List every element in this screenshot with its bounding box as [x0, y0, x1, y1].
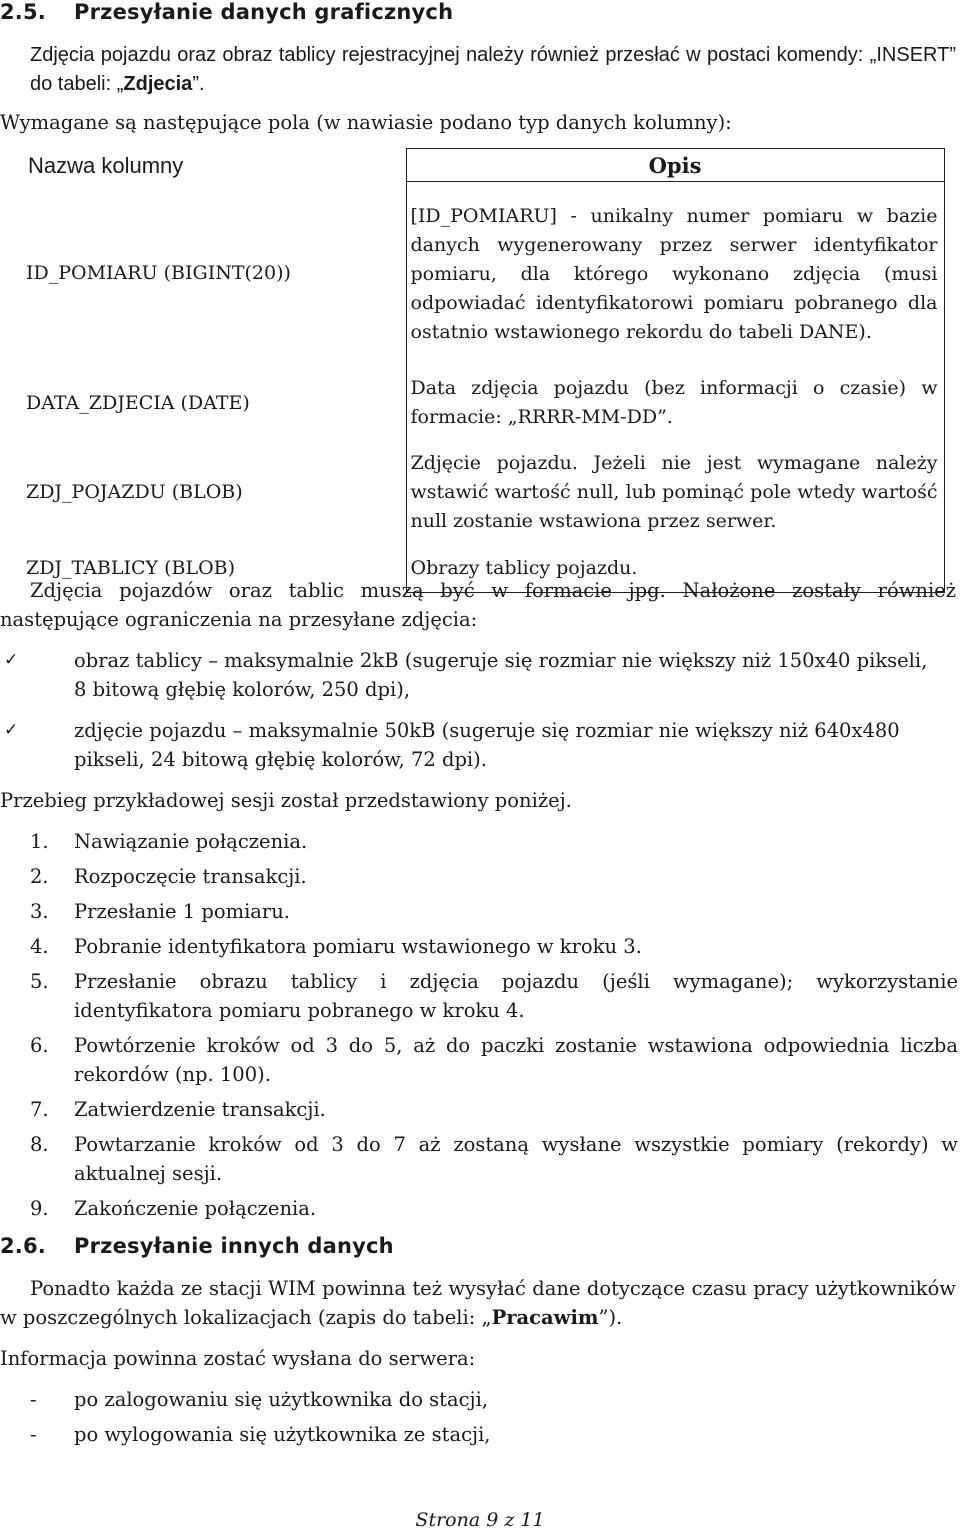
step-text: Powtarzanie kroków od 3 do 7 aż zostaną wysłane wszystkie pomiary (rekordy) w aktualnej sesji.	[74, 1133, 958, 1185]
list-item	[30, 967, 958, 1025]
section-title: Przesyłanie danych graficznych	[74, 0, 454, 24]
list-item	[30, 932, 958, 961]
list-item	[30, 1031, 958, 1089]
step-text: Nawiązanie połączenia.	[74, 830, 308, 853]
columns-table	[14, 148, 945, 593]
step-number: 2.	[30, 865, 49, 888]
step-number: 5.	[30, 970, 49, 993]
table-header-row	[14, 149, 944, 182]
list-item	[0, 646, 940, 704]
intro-text: Zdjęcia pojazdu oraz obraz tablicy rejestracyjnej należy również przesłać w postaci komendy: „INSERT” do tabeli: „	[30, 44, 956, 95]
step-text: Przesłanie obrazu tablicy i zdjęcia pojazdu (jeśli wymagane); wykorzystanie identyfikatora pomiaru pobranego w kroku 4.	[74, 970, 958, 1022]
dash-marker: -	[30, 1388, 37, 1411]
dash-marker: -	[30, 1423, 37, 1446]
list-item	[30, 1385, 930, 1414]
column-desc-header: Opis	[406, 149, 944, 182]
other-data-end: ”).	[598, 1306, 623, 1329]
step-number: 1.	[30, 830, 49, 853]
section-heading-2-6	[0, 1232, 394, 1261]
other-data-table-name: Pracawim	[491, 1306, 599, 1329]
column-name-cell: ZDJ_TABLICY (BLOB)	[26, 556, 236, 579]
constraints-paragraph: Zdjęcia pojazdów oraz tablic muszą być w formacie jpg. Nałożone zostały również następujące ograniczenia na przesyłane zdjęcia:	[0, 579, 956, 631]
step-number: 7.	[30, 1098, 49, 1121]
list-item-text: zdjęcie pojazdu – maksymalnie 50kB (sugeruje się rozmiar nie większy niż 640x480 pikseli, 24 bitową głębię kolorów, 72 dpi).	[74, 719, 900, 771]
list-item	[30, 862, 958, 891]
column-desc-cell: [ID_POMIARU] - unikalny numer pomiaru w bazie danych wygenerowany przez serwer identyfikator pomiaru, dla którego wykonano zdjęcia (musi odpowiadać identyfikatorowi pomiaru pobranego dla ostatnio wstawionego rekordu do tabeli DANE).	[406, 182, 944, 367]
intro-paragraph	[30, 41, 956, 99]
session-steps-list	[30, 827, 958, 1223]
step-text: Zakończenie połączenia.	[74, 1197, 317, 1220]
fields-intro: Wymagane są następujące pola (w nawiasie podano typ danych kolumny):	[0, 111, 732, 134]
intro-table-name: Zdjecia	[123, 73, 193, 95]
list-item-text: obraz tablicy – maksymalnie 2kB (sugeruje się rozmiar nie większy niż 150x40 pikseli, 8 bitową głębię kolorów, 250 dpi),	[74, 649, 928, 701]
dash-list	[30, 1385, 930, 1449]
column-desc-cell: Zdjęcie pojazdu. Jeżeli nie jest wymagane należy wstawić wartość null, lub pominąć pole wtedy wartość null zostanie wstawiona przez serwer.	[406, 440, 944, 544]
column-desc-cell: Obrazy tablicy pojazdu.	[406, 544, 944, 593]
column-name-cell: ZDJ_POJAZDU (BLOB)	[26, 480, 243, 503]
dash-item-text: po wylogowania się użytkownika ze stacji,	[74, 1423, 491, 1446]
other-data-paragraph	[0, 1274, 956, 1332]
intro-end: ”.	[192, 73, 205, 95]
section-number: 2.6.	[0, 1234, 46, 1258]
list-item	[30, 1095, 958, 1124]
step-number: 9.	[30, 1197, 49, 1220]
step-number: 3.	[30, 900, 49, 923]
step-number: 8.	[30, 1133, 49, 1156]
list-item	[0, 716, 940, 774]
bullet-arrow-icon: ✓	[4, 720, 19, 740]
table-row	[14, 440, 944, 544]
step-text: Przesłanie 1 pomiaru.	[74, 900, 291, 923]
section-heading-2-5	[0, 0, 453, 27]
column-name-cell: ID_POMIARU (BIGINT(20))	[26, 262, 291, 285]
section-number: 2.5.	[0, 0, 46, 24]
step-text: Zatwierdzenie transakcji.	[74, 1098, 326, 1121]
step-number: 6.	[30, 1034, 49, 1057]
page-footer: Strona 9 z 11	[415, 1509, 545, 1531]
list-item	[30, 1130, 958, 1188]
list-item	[30, 1194, 958, 1223]
step-text: Powtórzenie kroków od 3 do 5, aż do paczki zostanie wstawiona odpowiednia liczba rekordów (np. 100).	[74, 1034, 958, 1086]
step-number: 4.	[30, 935, 49, 958]
dash-item-text: po zalogowaniu się użytkownika do stacji,	[74, 1388, 489, 1411]
table-row	[14, 366, 944, 440]
list-item	[30, 897, 958, 926]
step-text: Rozpoczęcie transakcji.	[74, 865, 307, 888]
column-name-header: Nazwa kolumny	[28, 152, 184, 178]
column-name-cell: DATA_ZDJECIA (DATE)	[26, 391, 250, 414]
table-row	[14, 182, 944, 367]
column-desc-cell: Data zdjęcia pojazdu (bez informacji o czasie) w formacie: „RRRR-MM-DD”.	[406, 366, 944, 440]
bullet-arrow-icon: ✓	[4, 650, 19, 670]
constraints-list	[0, 646, 940, 774]
server-info-paragraph: Informacja powinna zostać wysłana do serwera:	[0, 1347, 476, 1370]
list-item	[30, 1420, 930, 1449]
list-item	[30, 827, 958, 856]
step-text: Pobranie identyfikatora pomiaru wstawionego w kroku 3.	[74, 935, 642, 958]
other-data-text: Ponadto każda ze stacji WIM powinna też wysyłać dane dotyczące czasu pracy użytkowników w poszczególnych lokalizacjach (zapis do tabeli: „	[0, 1277, 956, 1329]
section-title: Przesyłanie innych danych	[74, 1234, 394, 1258]
session-intro: Przebieg przykładowej sesji został przedstawiony poniżej.	[0, 789, 572, 812]
